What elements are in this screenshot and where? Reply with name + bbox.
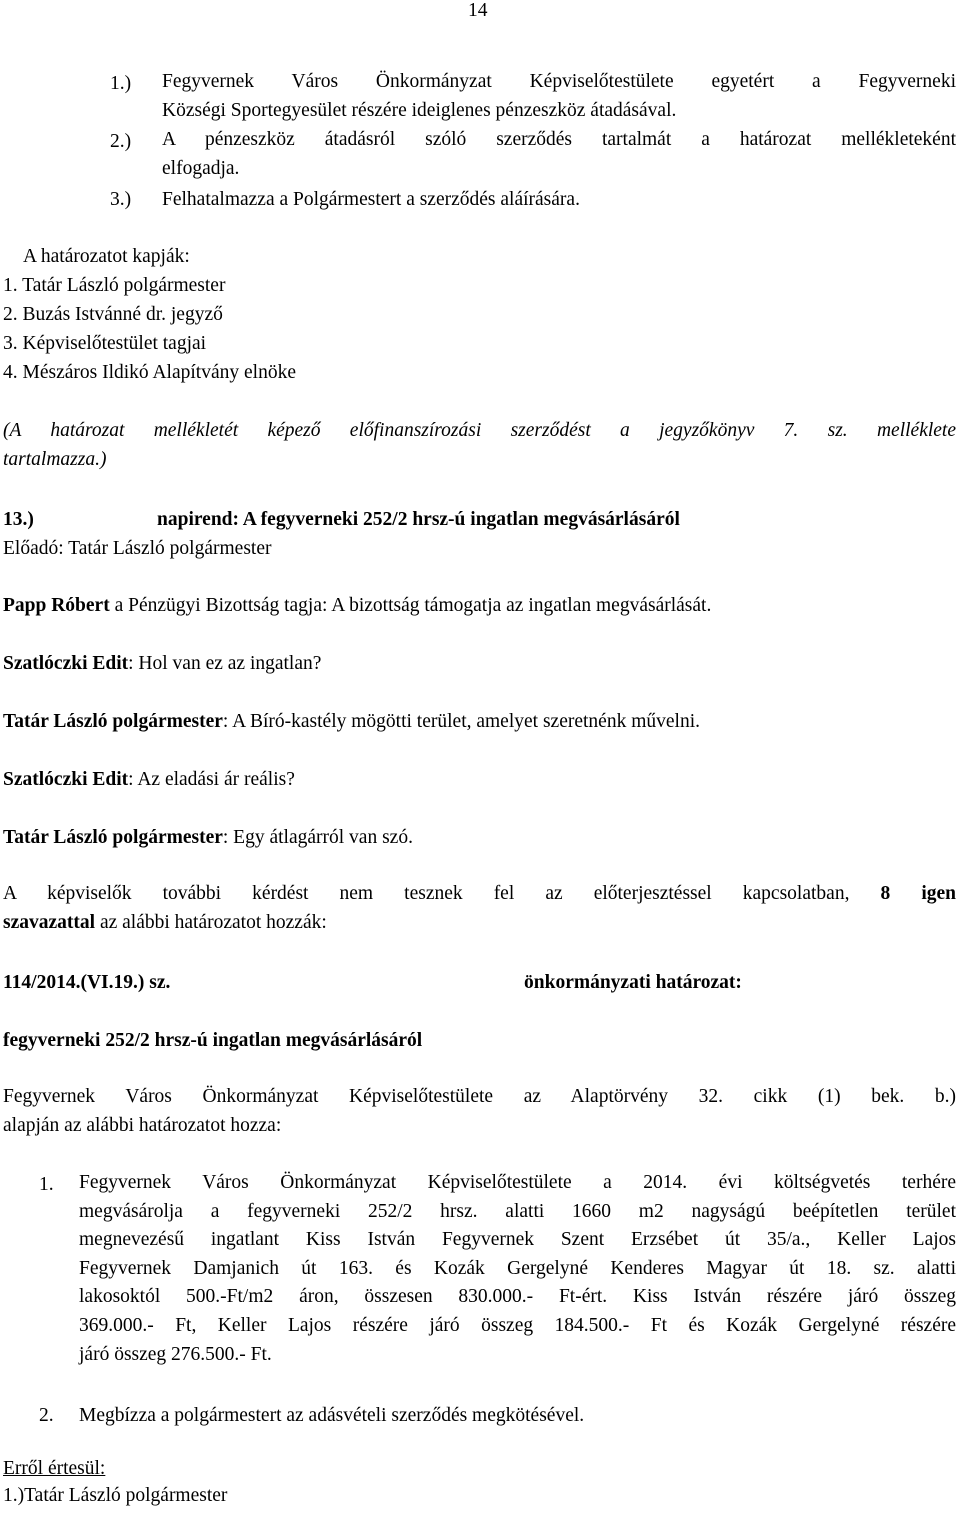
dialogue-4 (3, 769, 295, 791)
agenda-presenter: Előadó: Tatár László polgármester (3, 538, 272, 559)
recipient-1: 1. Tatár László polgármester (3, 275, 226, 296)
resolution-subject: fegyverneki 252/2 hrsz-ú ingatlan megvásárlásáról (3, 1030, 423, 1051)
statement: a Pénzügyi Bizottság tagja: A bizottság támogatja az ingatlan megvásárlását. (109, 595, 712, 616)
point-1-text: Fegyvernek Város Önkormányzat Képviselőtestülete a 2014. évi költségvetés terhére megvásárolja a fegyverneki 252/2 hrsz. alatti 1660 m2 nagyságú beépítetlen terület megnevezésű ingatlant Kiss István Fegyvernek Szent Erzsébet út 35/a., Keller Lajos Fegyvernek Damjanich út 163. és Kozák Gergelyné Kenderes Magyar út 18. sz. alatti lakosoktól 500.-Ft/m2 áron, összesen 830.000.- Ft-ért. Kiss István részére járó összeg 369.000.- Ft, Keller Lajos részére járó összeg 184.500.- Ft és Kozák Gergelyné részére járó összeg 276.500.- Ft. (79, 1172, 956, 1365)
resolution-intro: Fegyvernek Város Önkormányzat Képviselőtestülete az Alaptörvény 32. cikk (1) bek. b.) alapján az alábbi határozatot hozza: (3, 1086, 956, 1136)
speaker: Papp Róbert (3, 595, 110, 616)
dialogue-2 (3, 653, 321, 675)
speaker: Szatlóczki Edit (3, 653, 129, 674)
item-3-text: Felhatalmazza a Polgármestert a szerződés aláírására. (162, 189, 580, 210)
item-3-number: 3.) (110, 189, 132, 210)
speaker: Szatlóczki Edit (3, 769, 129, 790)
notify-recipient-1: 1.)Tatár László polgármester (3, 1485, 228, 1506)
notify-title: Erről értesül: (3, 1458, 106, 1479)
statement: : Egy átlagárról van szó. (222, 827, 413, 848)
point-2-text: Megbízza a polgármestert az adásvételi szerződés megkötésével. (79, 1405, 585, 1426)
dialogue-1 (3, 595, 711, 617)
item-1-number: 1.) (110, 73, 132, 94)
statement: : Az eladási ár reális? (128, 769, 295, 790)
page-number: 14 (468, 0, 488, 21)
agenda-number: 13.) (3, 509, 34, 530)
resolution-id: 114/2014.(VI.19.) sz. (3, 972, 171, 993)
agenda-title: napirend: A fegyverneki 252/2 hrsz-ú ingatlan megvásárlásáról (157, 509, 680, 530)
recipient-4: 4. Mészáros Ildikó Alapítvány elnöke (3, 362, 296, 383)
resolution-kind: önkormányzati határozat: (524, 972, 742, 993)
point-1-number: 1. (39, 1174, 54, 1195)
dialogue-3 (3, 711, 700, 733)
statement: : A Bíró-kastély mögötti terület, amelyet szeretnénk művelni. (222, 711, 700, 732)
attachment-note: (A határozat mellékletét képező előfinanszírozási szerződést a jegyzőkönyv 7. sz. melléklete tartalmazza.) (3, 420, 956, 470)
speaker: Tatár László polgármester (3, 711, 223, 732)
recipient-3: 3. Képviselőtestület tagjai (3, 333, 207, 354)
recipients-title: A határozatot kapják: (23, 246, 190, 267)
recipient-2: 2. Buzás Istvánné dr. jegyző (3, 304, 223, 325)
item-1-text: Fegyvernek Város Önkormányzat Képviselőtestülete egyetért a Fegyverneki Községi Sportegyesület részére ideiglenes pénzeszköz átadásával. (162, 71, 956, 121)
dialogue-5 (3, 827, 413, 849)
point-2-number: 2. (39, 1405, 54, 1426)
speaker: Tatár László polgármester (3, 827, 223, 848)
item-2-number: 2.) (110, 131, 132, 152)
item-2-text: A pénzeszköz átadásról szóló szerződés tartalmát a határozat mellékleteként elfogadja. (162, 129, 956, 179)
statement: : Hol van ez az ingatlan? (128, 653, 322, 674)
vote-paragraph: A képviselők további kérdést nem tesznek fel az előterjesztéssel kapcsolatban, 8 igen szavazattal az alábbi határozatot hozzák: (3, 883, 956, 933)
